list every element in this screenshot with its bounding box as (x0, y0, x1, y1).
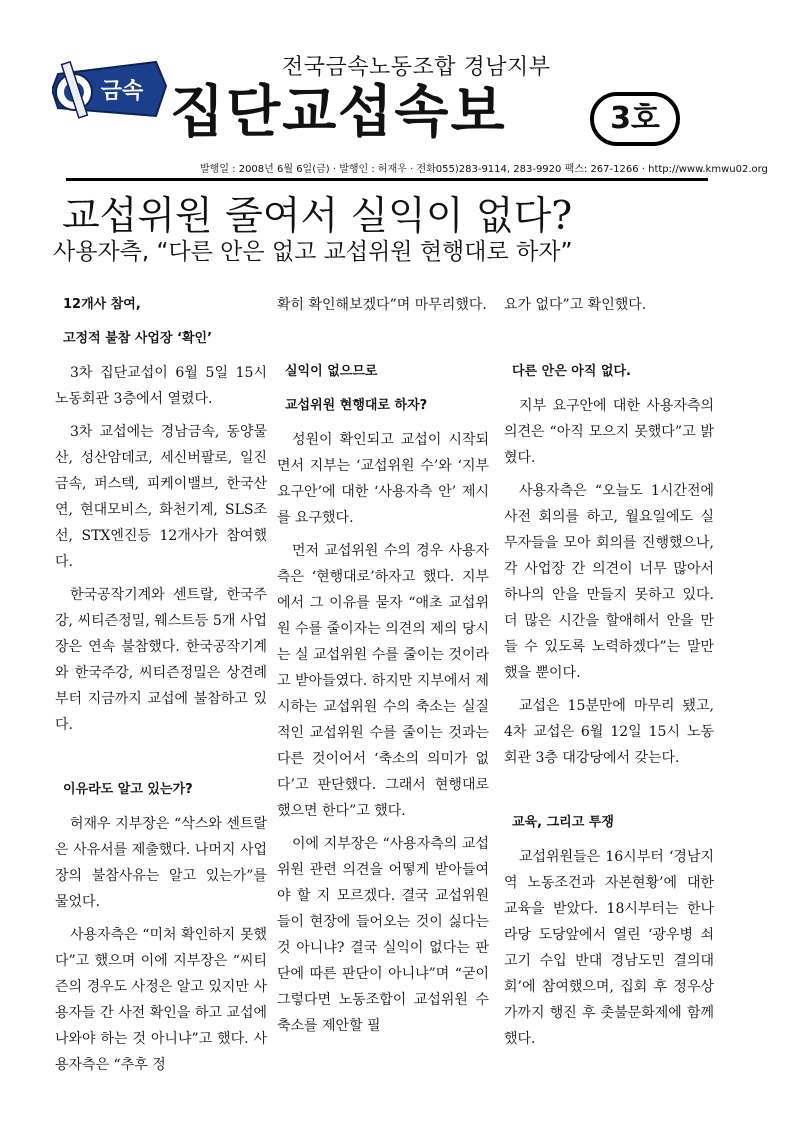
paragraph: 이에 지부장은 “사용자측의 교섭위원 관련 의견을 어떻게 받아들여야 할 지 모르겠다. 결국 교섭위원들이 현장에 들어오는 것이 싫다는 것 아니냐? 결국 실익이 없다는 판단에 따른 판단이 아니냐”며 “굳이 그렇다면 노동조합이 교섭위원 수 축소를 제안할 필 (277, 836, 489, 1034)
paragraph: 사용자측은 “오늘도 1시간전에 사전 회의를 하고, 월요일에도 실무자들을 모아 회의를 진행했으나, 각 사업장 간 의견이 너무 많아서 하나의 안을 만들지 못하고 있다. 더 많은 시간을 할애해서 안을 만들 수 있도록 노력하겠다”는 말만 했을 뿐이다. (504, 483, 714, 681)
paragraph: 교섭위원들은 16시부터 ‘경남지역 노동조건과 자본현황’에 대한 교육을 받았다. 18시부터는 한나라당 도당앞에서 열린 ‘광우병 쇠고기 수입 반대 경남도민 결의대회’에 참여했으며, 집회 후 정우상가까지 행진 후 촛불문화제에 함께했다. (504, 849, 714, 1047)
paragraph: 확히 확인해보겠다”며 마무리했다. (277, 297, 487, 313)
paragraph: 한국공작기계와 센트랄, 한국주강, 씨티즌정밀, 웨스트등 5개 사업장은 연속 불참했다. 한국공작기계와 한국주강, 씨티즌정밀은 상견례부터 지금까지 교섭에 불참하고 있다. (55, 587, 267, 733)
paragraph: 지부 요구안에 대한 사용자측의 의견은 “아직 모으지 못했다”고 밝혔다. (504, 398, 714, 466)
section-heading: 다른 안은 아직 없다. (512, 364, 631, 379)
paragraph: 성원이 확인되고 교섭이 시작되면서 지부는 ‘교섭위원 수’와 ‘지부 요구안’에 대한 ‘사용자측 안’ 제시를 요구했다. (277, 432, 489, 526)
subheadline: 사용자측, “다른 안은 없고 교섭위원 현행대로 하자” (53, 239, 573, 265)
org-name: 전국금속노동조합 경남지부 (282, 55, 551, 80)
article-column-2 (277, 292, 489, 1046)
section-heading: 고정적 불참 사업장 ‘확인’ (63, 331, 213, 346)
article-column-1 (55, 292, 267, 1085)
paragraph: 먼저 교섭위원 수의 경우 사용자측은 ‘현행대로’하자고 했다. 지부에서 그 이유를 묻자 “애초 교섭위원 수를 줄이자는 의견의 제의 당시는 실 교섭위원 수를 줄이는 것이라고 받아들였다. 하지만 지부에서 제시하는 교섭위원 수의 축소는 실질적인 교섭위원 수를 줄이는 것과는 다른 것이어서 ‘축소의 의미가 없다’고 판단했다. 그래서 현행대로 했으면 한다”고 했다. (277, 543, 489, 819)
issue-badge: 3호 (590, 92, 680, 146)
masthead-rule (66, 178, 708, 181)
newsletter-title: 집단교섭속보 (170, 80, 507, 145)
logo-text: 금속 (100, 79, 144, 104)
paragraph: 요가 없다”고 확인했다. (504, 297, 647, 313)
paragraph: 사용자측은 “미처 확인하지 못했다”고 했으며 이에 지부장은 “씨티즌의 경우도 사정은 알고 있지만 사용자들 간 사전 확인을 하고 교섭에 나와야 하는 것 아니냐”고 했다. 사용자측은 “추후 정 (55, 927, 267, 1073)
section-heading: 이유라도 알고 있는가? (63, 782, 193, 797)
union-logo (52, 56, 168, 124)
union-logo-icon (52, 56, 168, 124)
paragraph: 3차 집단교섭이 6월 5일 15시 노동회관 3층에서 열렸다. (55, 365, 267, 407)
publication-info: 발행일 : 2008년 6월 6일(금) · 발행인 : 허재우 · 전화055)283-9114, 283-9920 팩스: 267-1266 · http://www.kmwu02.org (200, 164, 768, 175)
paragraph: 3차 교섭에는 경남금속, 동양물산, 성산암데코, 세신버팔로, 일진금속, 퍼스텍, 피케이밸브, 한국산연, 현대모비스, 화천기계, SLS조선, STX엔진등 12개사가 참여했다. (55, 424, 267, 570)
section-heading: 교육, 그리고 투쟁 (512, 815, 614, 830)
section-heading: 실익이 없으므로 (285, 364, 378, 379)
section-heading: 교섭위원 현행대로 하자? (285, 398, 428, 413)
article-column-3 (504, 292, 714, 1059)
section-heading: 12개사 참여, (63, 297, 141, 312)
paragraph: 허재우 지부장은 “삭스와 센트랄은 사유서를 제출했다. 나머지 사업장의 불참사유는 알고 있는가”를 물었다. (55, 816, 267, 910)
headline: 교섭위원 줄여서 실익이 없다? (62, 194, 573, 239)
paragraph: 교섭은 15분만에 마무리 됐고, 4차 교섭은 6월 12일 15시 노동회관 3층 대강당에서 갖는다. (504, 698, 714, 766)
